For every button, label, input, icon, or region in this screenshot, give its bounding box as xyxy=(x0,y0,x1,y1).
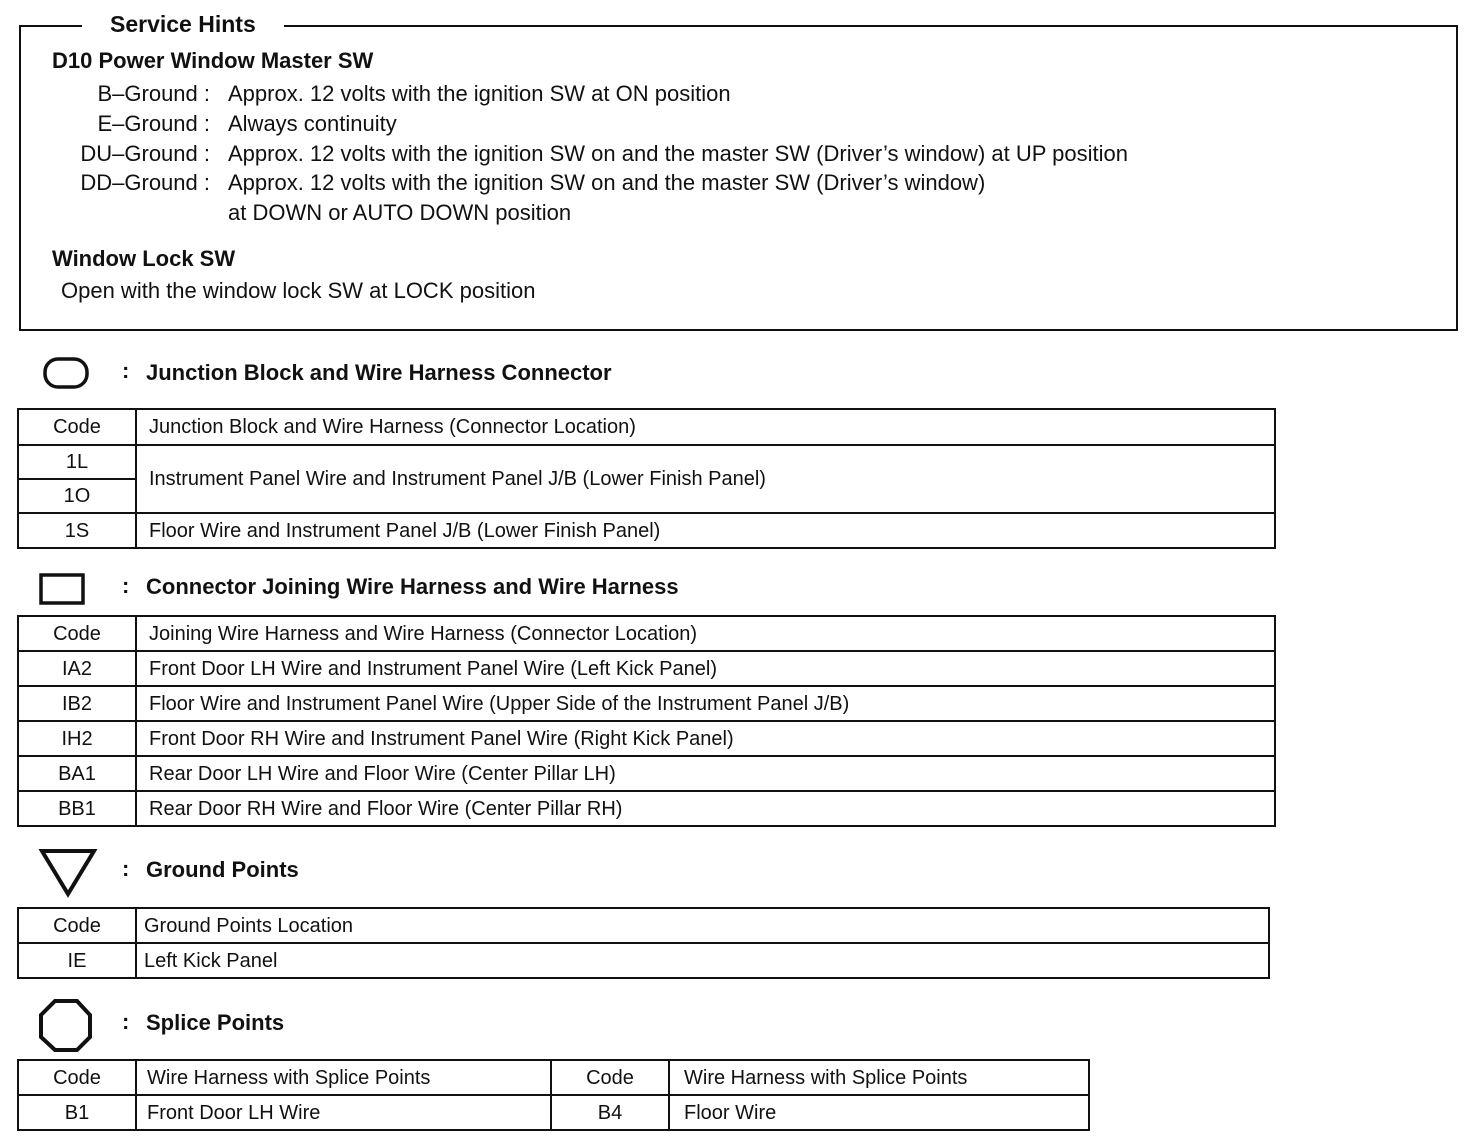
table-cell-description: Front Door RH Wire and Instrument Panel Wire (Right Kick Panel) xyxy=(136,721,1275,756)
table-header-description: Joining Wire Harness and Wire Harness (Connector Location) xyxy=(136,616,1275,651)
junction-block-table xyxy=(17,408,1276,549)
table-cell-description: Floor Wire xyxy=(669,1095,1089,1130)
hint-section-heading: Window Lock SW xyxy=(52,246,236,271)
table-header-code: Code xyxy=(18,409,136,445)
table-cell-code: 1O xyxy=(18,479,136,513)
legend-colon: : xyxy=(122,573,130,598)
octagon-icon xyxy=(38,998,94,1054)
hint-section-heading: D10 Power Window Master SW xyxy=(52,48,374,73)
table-row xyxy=(18,943,1269,978)
table-cell-code: IE xyxy=(18,943,136,978)
table-cell-description: Rear Door LH Wire and Floor Wire (Center Pillar LH) xyxy=(136,756,1275,791)
legend-colon: : xyxy=(122,1009,130,1034)
hint-text-dd-ground-continuation: at DOWN or AUTO DOWN position xyxy=(228,200,572,225)
table-cell-code: B4 xyxy=(551,1095,669,1130)
table-cell-code: BB1 xyxy=(18,791,136,826)
hint-text-window-lock: Open with the window lock SW at LOCK position xyxy=(61,278,536,303)
hint-label-du-ground: DU–Ground : xyxy=(80,141,210,166)
ground-points-table xyxy=(17,907,1270,979)
table-cell-code: 1S xyxy=(18,513,136,548)
table-cell-code: IA2 xyxy=(18,651,136,686)
table-row xyxy=(18,1095,1089,1130)
table-cell-description: Front Door LH Wire xyxy=(136,1095,551,1130)
table-header-row xyxy=(18,1060,1089,1095)
square-icon xyxy=(38,572,88,608)
table-cell-description: Instrument Panel Wire and Instrument Panel J/B (Lower Finish Panel) xyxy=(136,445,1275,513)
legend-colon: : xyxy=(122,856,130,881)
hint-text-dd-ground: Approx. 12 volts with the ignition SW on and the master SW (Driver’s window) xyxy=(228,170,986,195)
table-header-description: Ground Points Location xyxy=(136,908,1269,943)
table-header-row xyxy=(18,409,1275,445)
splice-points-table xyxy=(17,1059,1090,1131)
table-cell-description: Front Door LH Wire and Instrument Panel Wire (Left Kick Panel) xyxy=(136,651,1275,686)
table-row xyxy=(18,445,1275,479)
table-header-row xyxy=(18,616,1275,651)
table-cell-code: B1 xyxy=(18,1095,136,1130)
table-header-code: Code xyxy=(18,908,136,943)
table-cell-code: BA1 xyxy=(18,756,136,791)
table-row xyxy=(18,721,1275,756)
hint-label-dd-ground: DD–Ground : xyxy=(80,170,210,195)
table-header-description: Wire Harness with Splice Points xyxy=(136,1060,551,1095)
splice-points-title: Splice Points xyxy=(146,1010,285,1035)
table-cell-description: Rear Door RH Wire and Floor Wire (Center Pillar RH) xyxy=(136,791,1275,826)
junction-block-title: Junction Block and Wire Harness Connector xyxy=(146,360,612,385)
table-row xyxy=(18,651,1275,686)
ground-points-title: Ground Points xyxy=(146,857,299,882)
table-cell-code: 1L xyxy=(18,445,136,479)
hint-label-b-ground: B–Ground : xyxy=(97,81,210,106)
rounded-rect-icon xyxy=(40,353,92,393)
table-header-code: Code xyxy=(18,1060,136,1095)
table-header-description: Wire Harness with Splice Points xyxy=(669,1060,1089,1095)
table-row xyxy=(18,791,1275,826)
service-hints-title: Service Hints xyxy=(82,10,284,38)
table-cell-description: Floor Wire and Instrument Panel J/B (Lower Finish Panel) xyxy=(136,513,1275,548)
triangle-icon xyxy=(38,846,98,898)
table-header-code: Code xyxy=(18,616,136,651)
table-cell-code: IH2 xyxy=(18,721,136,756)
table-header-description: Junction Block and Wire Harness (Connector Location) xyxy=(136,409,1275,445)
legend-colon: : xyxy=(122,358,130,383)
table-row xyxy=(18,513,1275,548)
table-row xyxy=(18,686,1275,721)
connector-joining-table xyxy=(17,615,1276,827)
hint-text-du-ground: Approx. 12 volts with the ignition SW on and the master SW (Driver’s window) at UP position xyxy=(228,141,1128,166)
table-cell-code: IB2 xyxy=(18,686,136,721)
hint-text-e-ground: Always continuity xyxy=(228,111,397,136)
table-header-code: Code xyxy=(551,1060,669,1095)
table-header-row xyxy=(18,908,1269,943)
table-cell-description: Left Kick Panel xyxy=(136,943,1269,978)
table-row xyxy=(18,756,1275,791)
hint-text-b-ground: Approx. 12 volts with the ignition SW at ON position xyxy=(228,81,731,106)
table-cell-description: Floor Wire and Instrument Panel Wire (Upper Side of the Instrument Panel J/B) xyxy=(136,686,1275,721)
hint-label-e-ground: E–Ground : xyxy=(97,111,210,136)
connector-joining-title: Connector Joining Wire Harness and Wire Harness xyxy=(146,574,679,599)
